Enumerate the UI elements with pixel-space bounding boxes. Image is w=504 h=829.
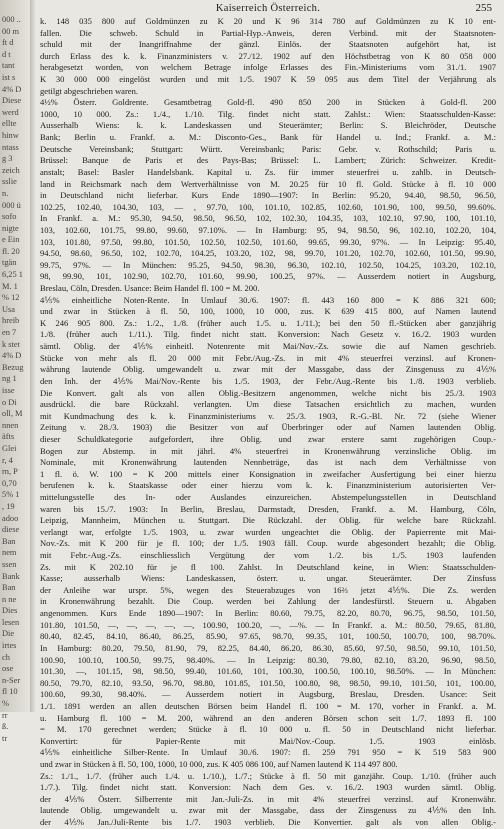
text-line: 101.80, 101.50, —, —, —, —, —, 100.90, 100.20, —, —%. — In Frankf. a. M.: 80.50, 79.65, 81.80, (40, 619, 496, 630)
gutter-line: 4% D (2, 351, 22, 361)
gutter-line: n. (2, 188, 9, 198)
text-line: ausdrückl. die bare Rückzahl. verlangten. Um diese Tatsachen ersichtlich zu machen, wurden (40, 399, 496, 410)
text-line: mittelungsstelle des In- oder Auslandes einzureichen. Abstempelungsstellen in Deutschland (40, 491, 496, 502)
text-line: mit Febr.-Aug.-Zs. einschliesslich Vergütung der vom 1./2. bis 1./5. 1903 laufenden (40, 550, 496, 561)
text-line: angenommen. Kurs Ende 1890—1907: In Berlin: 80.60, 79.75, 82.20, 80.70, 96.75, 98.50, 101.50, (40, 608, 496, 619)
gutter-line: sslie (2, 177, 17, 187)
text-line: Konvertirt: für Papier-Rente mit Mai/Nov.-Coup. 1./5. 1903 einlösb. (40, 735, 496, 746)
text-line: waren bis 15./7. 1903: In Berlin, Breslau, Darmstadt, Dresden, Frankf. a. M. Hamburg, Cöln, (40, 503, 496, 514)
gutter-line: en 7 (2, 328, 17, 338)
text-line: der 4⅕% Jan./Juli-Rente bis 1./7. 1903 verblieb. Die Konvertier. galt als von allen Oblig.- (40, 817, 496, 828)
text-line: k. 148 035 800 auf Goldmünzen zu K 20 und K 96 314 780 auf Goldmünzen zu K 10 ent- (40, 16, 496, 26)
text-line: 4½% Österr. Goldrente. Gesamtbetrag Gold-fl. 490 850 200 in Stücken à Gold-fl. 200 (40, 97, 496, 108)
gutter-line: hinw (2, 130, 19, 140)
text-line: In Frankf. a. M.: 95.30, 94.50, 98.50, 96.50, 102, 102.30, 104.35, 103, 102.10, 97.90, 100, 101.10, (40, 213, 496, 224)
text-line: 80.40, 82.45, 84.10, 86.40, 86.25, 85.90, 97.65, 98.70, 99.35, 101, 100.50, 100.70, 100, 98.70%. (40, 631, 496, 642)
text-line: Die Konvert. galt als von allen Oblig.-Besitzern angenommen, welche nicht bis 25./3. 1903 (40, 387, 496, 398)
text-line: Zs. mit K 202.10 für je fl 100. Zahlst. In Deutschland keine, in Wien: Staatsschulden- (40, 561, 496, 572)
gutter-line: Ban (2, 583, 16, 593)
text-line: Zeitung v. 28./3. 1903) die Besitzer von auf Überbringer oder auf Namen lautenden Oblig. (40, 422, 496, 433)
text-line: Nominale, mit Kronenwährung lautenden Nennbeträge, das ist nach dem Verhältnisse von (40, 457, 496, 468)
gutter-line: werd (2, 107, 19, 117)
gutter-line: , 19 (2, 501, 15, 511)
text-line: der Anleihe war urspr. 5%, wegen des Steuerabzuges von 16⅔ jetzt 4⅕%. Die Zs. werden (40, 584, 496, 595)
gutter-line: Bezug (2, 362, 24, 372)
gutter-line: ft d (2, 38, 14, 48)
text-line: der 4⅕% Österr. Silberrente mit Jan.-Juli-Zs. in mit 4% steuerfrei verzinsl. auf Kronenwähr. (40, 793, 496, 804)
text-line: Brüssel: Banque de Paris et des Pays-Bas; Brüssel: L. Lambert; Zürich: Schweizer. Kredit- (40, 155, 496, 166)
gutter-line: k stet (2, 339, 20, 349)
text-line: 1 fl. ö. W. 100 = K 200 mittels einer Konsignation in zweifacher Ausfertigung bei einer hierzu (40, 468, 496, 479)
gutter-line: oll, M (2, 409, 23, 419)
text-line: in Deutschland nicht lieferbar. Kurs Ende 1890—1907: In Berlin: 95.20, 94.40, 98.50, 96.50, (40, 190, 496, 201)
text-line: 4⅕% einheitliche Noten-Rente. In Umlauf 30./6. 1907: fl. 443 160 800 = K 886 321 600; (40, 294, 496, 305)
gutter-line: 5% 1 (2, 490, 20, 500)
gutter-line: 6,25 1 (2, 270, 23, 280)
document-page (40, 0, 496, 828)
text-line: 4⅕% einheitliche Silber-Rente. In Umlauf 30./6. 1907: fl. 259 791 950 = K 519 583 900 (40, 747, 496, 758)
gutter-line: n-Ser (2, 675, 21, 685)
text-line: herabgesetzt worden, von welchem Betrage infolge Erlasses des Fin.-Ministeriums vom 31./1. 1907 (40, 62, 496, 73)
text-line: 100.60, 99.30, 98.40%. — Ausserdem notiert in Augsburg, Breslau, Dresden. Usance: Seit (40, 689, 496, 700)
text-line: 1./8. (früher auch 1./11.). Tilg. findet nicht statt. Konversion: Nach Gesetz v. 16./2. 1903 wurden (40, 329, 496, 340)
gutter-line: nnen (2, 420, 19, 430)
gutter-line: % 12 (2, 293, 20, 303)
gutter-line: Dies (2, 606, 18, 616)
text-line: getilgt abgeschrieben waren. (40, 85, 139, 96)
gutter-line: tr (2, 733, 8, 743)
text-line: berufenen k. k. Staatskasse oder einer hierzu vom k. k. Finanzministerium autorisierten Ver- (40, 480, 496, 491)
text-line: Deutsche Vereinsbank; Stuttgart: Württ. Vereinsbank; Paris: Gebr. v. Rothschild; Paris u. (40, 143, 496, 154)
gutter-line: ose (2, 664, 14, 674)
text-line: 103, 101.80, 97.50, 99.80, 101.50, 102.50, 102.50, 101.60, 99.65, 99.30, 97%. — In Leipzig: 95.40, (40, 236, 496, 247)
gutter-line: n ne (2, 594, 17, 604)
text-line: sämtl. Oblig. der 4⅕% einheitl. Notenrente mit Mai/Nov.-Zs. sowie die auf Namen geschrieb. (40, 341, 496, 352)
running-title: Kaiserreich Österreich. (215, 3, 321, 14)
text-line: 99.75, 97%. — In München: 95.25, 94.50, 98.30, 96.30, 102.10, 102.50, 104.25, 103.20, 102.10, (40, 259, 496, 270)
running-header (40, 0, 496, 16)
gutter-line: 00 m (2, 26, 19, 36)
text-line: verlangt war, erfolgte 1./5. 1903, u. zwar wurden ungeachtet die Oblig. der Papierrente mit Mai- (40, 526, 496, 537)
gutter-line: 0,70 (2, 478, 17, 488)
gutter-line: ssen (2, 559, 17, 569)
gutter-line: nem (2, 548, 17, 558)
gutter-line: lesen (2, 617, 20, 627)
gutter-line: ng 1 (2, 374, 17, 384)
gutter-line: d t (2, 49, 11, 59)
text-line: Breslau, Cöln, Dresden. Usance: Beim Handel fl. 100 = M. 200. (40, 283, 260, 294)
text-line: und zwar in Stücken à fl. 50, 100, 1000, 10 000, zus. K 639 415 800, auf Namen lautend (40, 306, 496, 317)
page-fold-shadow (30, 0, 36, 712)
text-line: währung lautende Oblig. umgewandelt u. zwar mit der Massgabe, dass der Zinsgenuss zu 4⅕% (40, 364, 496, 375)
gutter-line: ß. (2, 722, 9, 732)
adjacent-page-text (0, 14, 34, 744)
gutter-line: 4% D (2, 84, 22, 94)
gutter-line: ntass (2, 142, 19, 152)
text-line: Nov.-Zs. mit K 200 für je fl. 100; der 1./5. 1903 fäll. Coup. wurde abgesondert bezahlt; die Oblig. (40, 538, 496, 549)
gutter-line: Usa (2, 304, 16, 314)
gutter-line: zeich (2, 165, 20, 175)
text-line: In Hamburg: 80.20, 79.50, 81.90, 79, 82.25, 84.40, 86.20, 86.30, 85.60, 97.50, 98.50, 99.10, 101.50, (40, 642, 496, 653)
text-line: 98, 99.90, 101, 102.90, 102.70, 101.60, 99.90, 100.25, 97%. — Ausserdem notiert in Augsburg, (40, 271, 496, 282)
text-line: schuld mit der Inangriffnahme der gänzl. Einlös. der Staatsnoten aufgehört hat, ist (40, 39, 496, 50)
gutter-line: hreib (2, 316, 20, 326)
text-line: Leipzig, Mannheim, München u. Stuttgart. Die Rückzahl. der Oblig. für welche bare Rückzahl. (40, 515, 496, 526)
page-body (40, 16, 496, 829)
page-number: 255 (475, 2, 492, 14)
gutter-line: ist s (2, 72, 16, 82)
gutter-line: 000 .. (2, 15, 21, 24)
text-line: und zwar in Stücken à fl. 50, 100, 1000, 10 000, zus. K 405 086 100, auf Namen lautend K 114 497 800. (40, 759, 398, 769)
text-line: u. Hamburg fl. 100 = M. 200, während an den anderen Börsen schon seit 1./7. 1893 fl. 100 (40, 712, 496, 723)
gutter-line: e Ein (2, 235, 20, 245)
gutter-line: o Di (2, 397, 17, 407)
gutter-line: rn, P (2, 467, 18, 477)
text-line: Bogen zur Abstemp. in mit jährl. 4% steuerfrei in Kronenwährung verzinsliche Oblig. im (40, 445, 496, 456)
text-line: Stücke von mehr als fl. 20 000 mit Febr./Aug.-Zs. in mit 4% steuerfrei verzinsl. auf Kronen- (40, 352, 496, 363)
text-line: 102.25, 102.40, 104.30, 103, — , 97.70, 100, 101.10, 102.85, 102.60, 101.90, 100, 99.50, 99.60%. (40, 201, 496, 212)
gutter-line: 000 ü (2, 200, 21, 210)
gutter-line: Ban (2, 536, 16, 546)
text-line: lautende Oblig. umgewandelt u. zwar mit der Massgabe, dass der Zinsgenuss zu 4⅕% den Inh. (40, 805, 496, 816)
gutter-line: tgän (2, 258, 17, 268)
gutter-line: irtes (2, 641, 17, 651)
gutter-line: Die (2, 629, 15, 639)
text-line: 1./7.). Tilg. findet nicht statt. Konversion: Nach dem Ges. v. 16./2. 1903 wurden sämtl. Oblig. (40, 782, 496, 793)
gutter-line: fl 10 (2, 687, 18, 697)
text-line: 1./1. 1891 werden an allen deutschen Börsen beim Handel fl. 100 = M. 170, vorher in Frankf. a. M. (40, 700, 496, 711)
text-line: 94.50, 98.60, 96.50, 102, 102.70, 104.25, 103.20, 102, 98, 99.70, 101.20, 102.70, 102.60, 101.50, 99.90, (40, 248, 496, 259)
text-line: K 246 905 800. Zs.: 1./2., 1./8. (früher auch 1./5. u. 1./11.); bei den 50 fl.-Stücken aber ganzjährig (40, 317, 496, 328)
text-line: Zs.: 1./1., 1./7. (früher auch 1./4. u. 1./10.), 1./7.; Stücke à fl. 50 mit ganzjähr. Coup. 1./10. (früher auch (40, 770, 496, 781)
gutter-line: Diese (2, 96, 22, 106)
gutter-line: diese (2, 525, 20, 535)
gutter-line: isse (2, 386, 15, 395)
gutter-line: g 3 (2, 154, 13, 164)
text-line: 101.30, —, 101.15, 98, 98.50, 99.40, 101.60, 101, 100.30, 100.50, 100.10, 98.50%. — In München: (40, 666, 496, 677)
gutter-line: äfts (2, 432, 15, 442)
gutter-line: nigte (2, 223, 19, 233)
text-line: durch Erlass des k. k. Finanzministers v. 27./12. 1902 auf den Höchstbetrag von K 80 058 000 (40, 50, 496, 61)
text-line: den Inh. der 4⅕% Mai/Nov.-Rente bis 1./5. 1903, der Febr./Aug.-Rente bis 1./8. 1903 verblieb. (40, 375, 496, 386)
text-line: mit Kundmachung des k. k. Finanzministeriums v. 25./3. 1903, R.-G.-Bl. Nr. 72 (siehe Wiener (40, 410, 496, 421)
text-line: in Kronenwährung bezahlt. Die Coup. werden bei Zahlung der landesfürstl. Steuern u. Abgaben (40, 596, 496, 607)
gutter-line: rr (2, 710, 8, 720)
gutter-line: Glei (2, 443, 17, 453)
text-line: 80.50, 79.70, 82.10, 93.50, 96.70, 98.80, 101.85, 101.50, 100.80, 98, 98.50, 99.10, 101.50, 101, 100.00, (40, 677, 496, 688)
gutter-line: M. 1 (2, 281, 18, 291)
gutter-line: tant (2, 61, 15, 71)
text-line: Bank; Berlin u. Frankf. a. M.: Disconto-Ges., Bank für Handel u. Ind.; Frankf. a. M.: (40, 132, 496, 143)
adjacent-page-margin (0, 0, 34, 743)
gutter-line: Bank (2, 571, 20, 581)
text-line: 100.90, 100.10, 100.50, 99.75, 98.40%. — In Leipzig: 80.30, 79.80, 82.10, 83.20, 96.90, 98.50, (40, 654, 496, 665)
gutter-line: ellte (2, 119, 17, 129)
text-line: Ausserhalb Wiens: k. k. Landeskassen und Steuerämter; Berlin: S. Bleichröder, Deutsche (40, 120, 496, 131)
text-line: Kasse; ausserhalb Wiens: Landeskassen, österr. u. ungar. Steuerämter. Der Zinsfuss (40, 573, 496, 584)
text-line: = M. 170 gerechnet werden; Stücke à fl. 10 000 u. fl. 50 in Deutschland nicht lieferbar. (40, 724, 496, 735)
text-line: 1000, 10 000. Zs.: 1./4., 1./10. Tilg. findet nicht statt. Zahlst.: Wien: Staatsschulden-Kasse: (40, 108, 496, 119)
text-line: anstalt; Basel: Basler Handelsbank. Kapital u. Zs. für immer steuerfrei u. zahlb. in Deutsch- (40, 166, 496, 177)
gutter-line: ch (2, 652, 10, 662)
gutter-line: % (2, 699, 9, 709)
text-line: fallen. Die schweb. Schuld in Partial-Hyp.-Anweis, deren Verbind. mit der Staatsnoten- (40, 27, 496, 38)
gutter-line: sofo (2, 212, 17, 222)
text-line: K 30 000 000 eingelöst wurden und mit 1./5. 1907 K 59 095 aus dem Titel der Verjährung als (40, 74, 496, 85)
gutter-line: adoo (2, 513, 19, 523)
gutter-line: fl. 20 (2, 246, 20, 256)
gutter-line: r, 4 (2, 455, 13, 465)
text-line: land in Reichsmark nach dem Wertverhältnisse von M. 20.25 für 10 fl. Gold. Stücke à fl. 10 000 (40, 178, 496, 189)
text-line: 103, 102.60, 101.75, 99.80, 99.60, 97.10%. — In Hamburg: 95, 94, 98.50, 96, 102.10, 102.20, 104, (40, 224, 496, 235)
text-line: dieser Schuldkategorie aufgefordert, ihre Oblig. und zwar erstere samt zugehörigen Coup.- (40, 433, 496, 444)
